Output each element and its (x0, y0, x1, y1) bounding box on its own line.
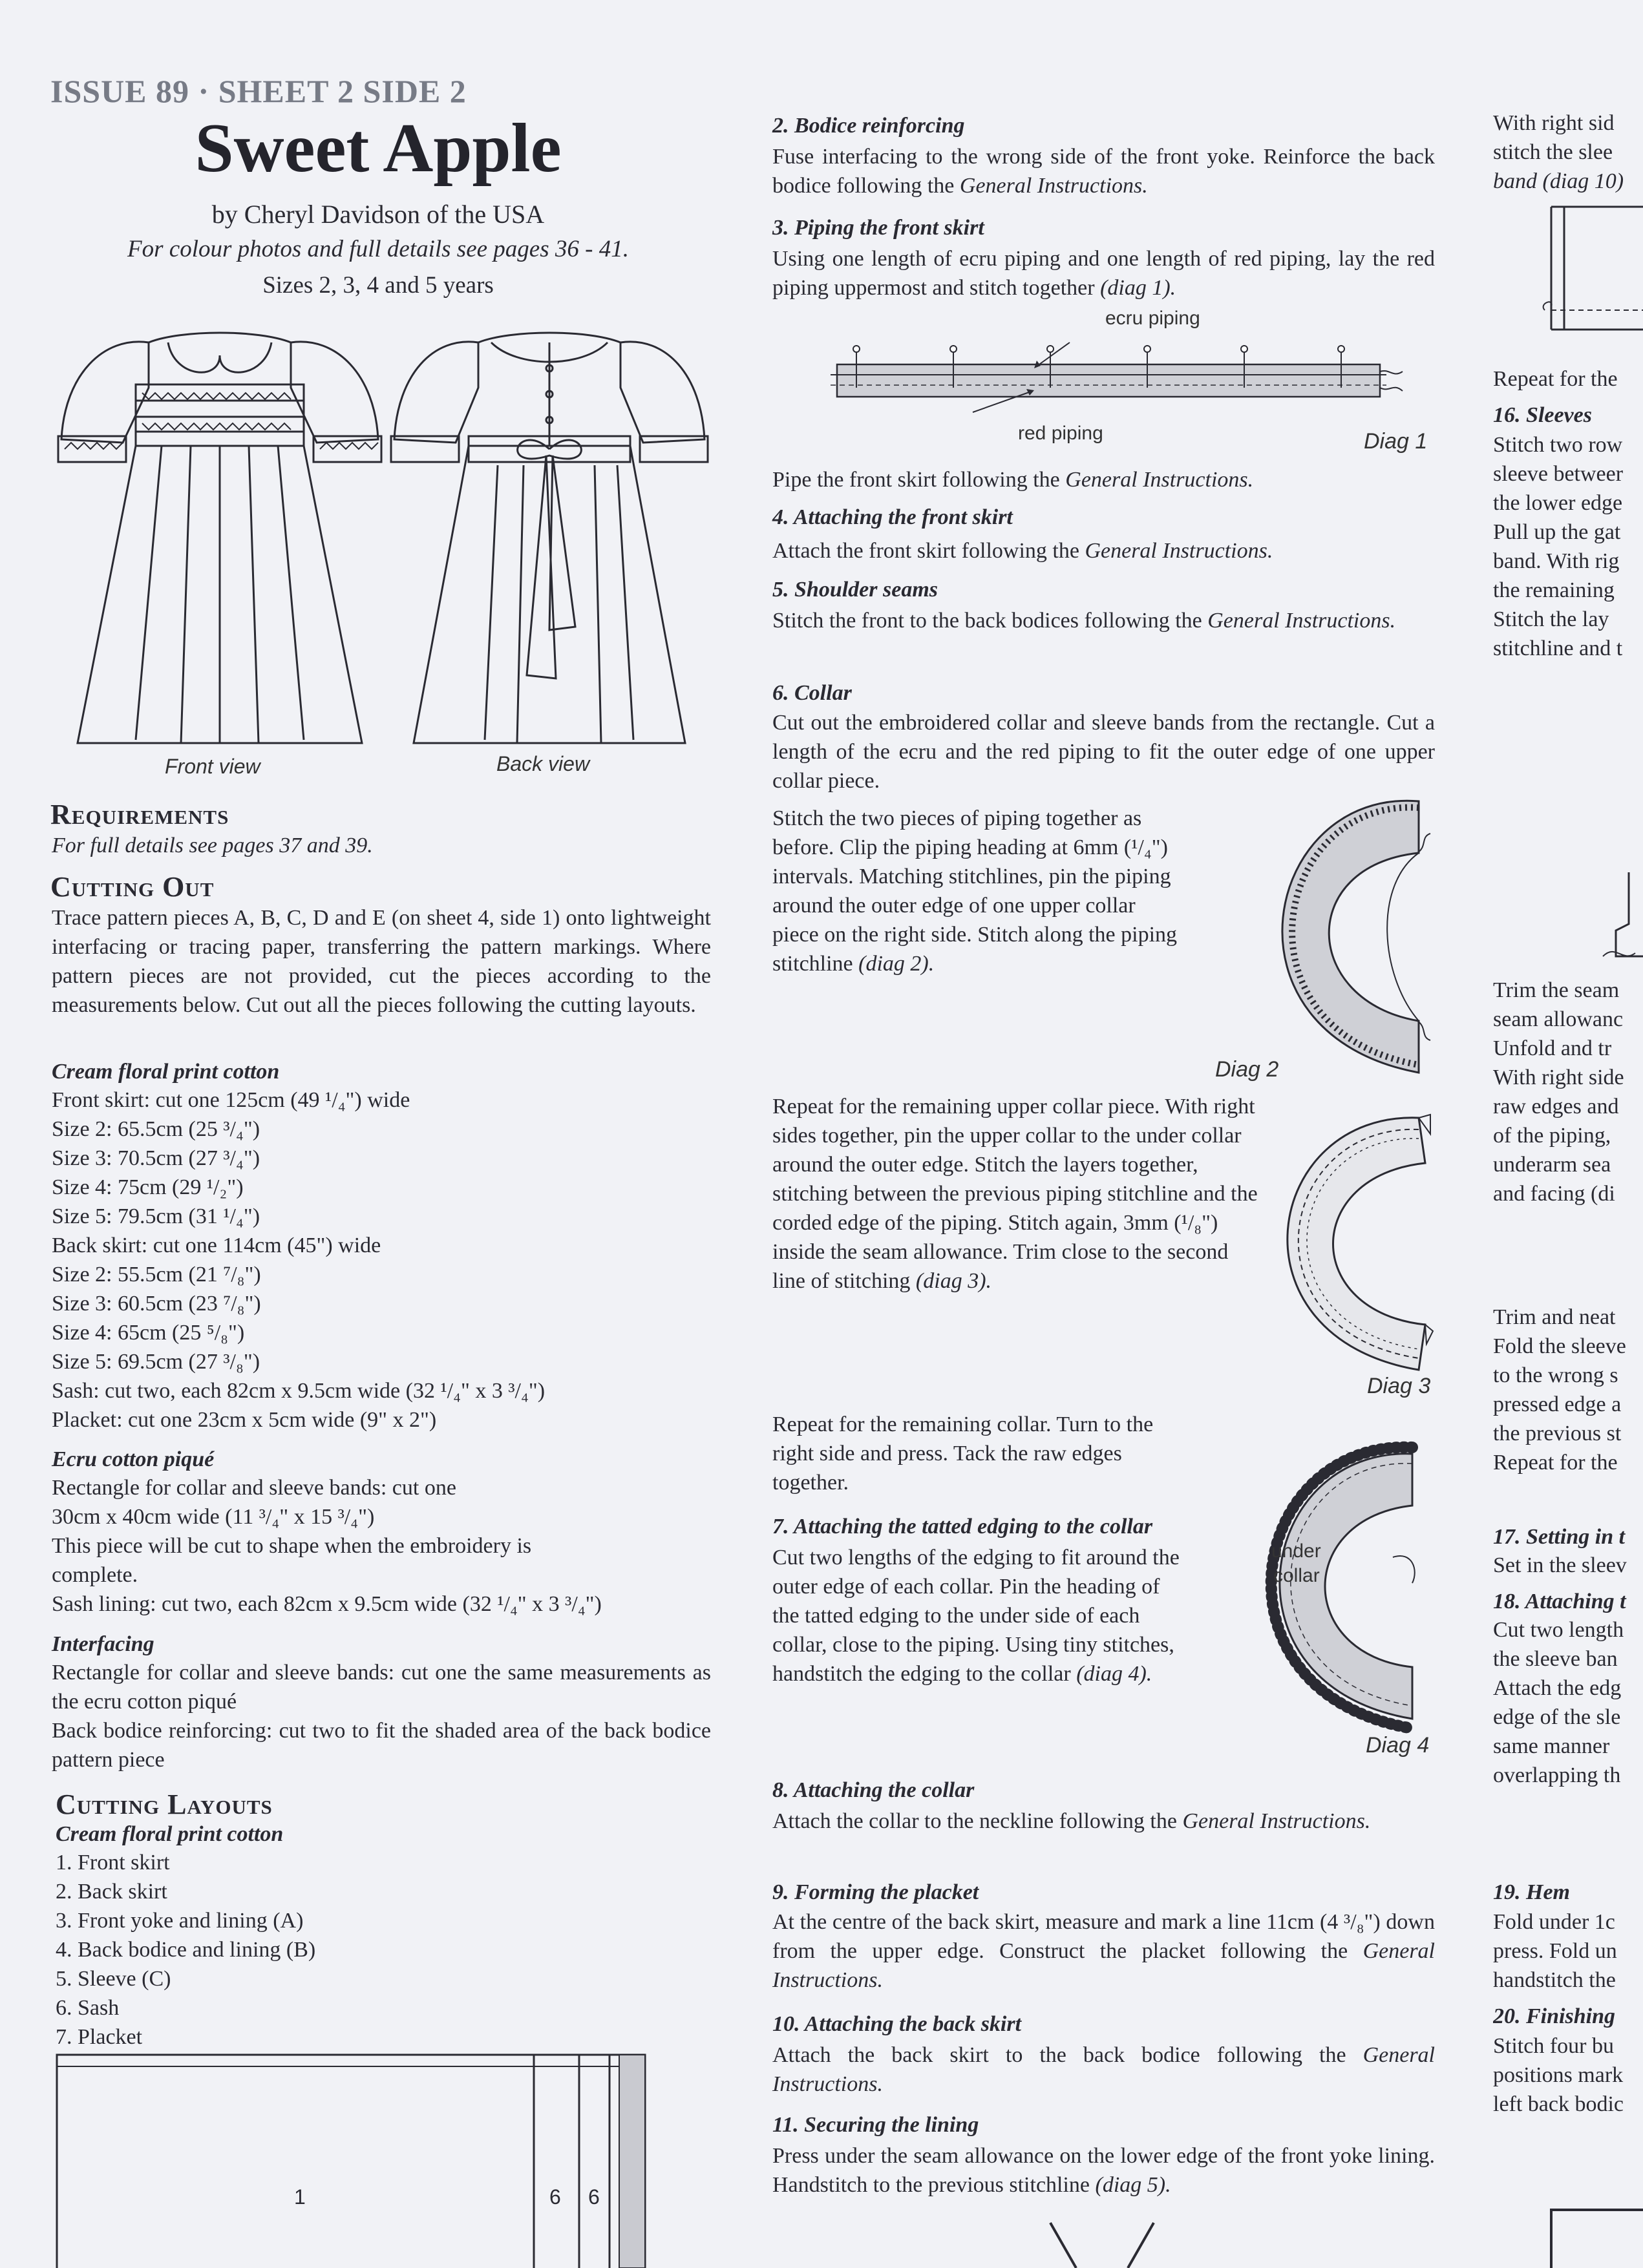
right-column (1493, 0, 1643, 2268)
step-3-text: Using one length of ecru piping and one length of red piping, lay the red piping uppermost and stitch together (diag 1). (772, 247, 1435, 300)
list-item: Size 5: 79.5cm (31 ¹/₄") (52, 1204, 260, 1228)
interfacing-text-2: Back bodice reinforcing: cut two to fit the shaded area of the back bodice pattern piece (52, 1719, 711, 1772)
diag-5-fragment (1037, 2223, 1167, 2268)
diag-1-label: Diag 1 (1364, 429, 1428, 454)
list-item: 6. Sash (56, 1996, 120, 2020)
step-8-text: Attach the collar to the neckline following the General Instructions. (772, 1809, 1371, 1833)
layout-label-6a: 6 (549, 2185, 561, 2209)
cutting-out-heading: Cutting Out (50, 871, 215, 903)
list-item: 4. Back bodice and lining (B) (56, 1938, 316, 1962)
right-lines-g: Stitch four bu positions mark left back bodic (1493, 2034, 1624, 2116)
left-column (0, 0, 756, 2268)
right-repeat-line: Repeat for the (1493, 367, 1618, 391)
list-item: Size 2: 65.5cm (25 ³/₄") (52, 1117, 260, 1141)
list-item: Size 4: 75cm (29 ¹/₂") (52, 1175, 244, 1199)
byline: by Cheryl Davidson of the USA (211, 200, 545, 229)
step-4-text: Attach the front skirt following the General Instructions. (772, 539, 1273, 563)
diag-4-label: Diag 4 (1366, 1733, 1430, 1758)
step-5-heading: 5. Shoulder seams (772, 578, 938, 602)
diag-1-red-label: red piping (1018, 423, 1103, 444)
diag-1-ecru-label: ecru piping (1105, 308, 1200, 329)
step-11-text: Press under the seam allowance on the lower edge of the front yoke lining. Handstitch to the previous stitchline (diag 5). (772, 2144, 1435, 2197)
list-item: Size 5: 69.5cm (27 ³/₈") (52, 1350, 260, 1374)
step-19-heading: 19. Hem (1493, 1880, 1570, 1904)
list-item: Placket: cut one 23cm x 5cm wide (9" x 2") (52, 1408, 437, 1432)
list-item: Size 2: 55.5cm (21 ⁷/₈") (52, 1263, 261, 1286)
list-item: Sash: cut two, each 82cm x 9.5cm wide (32 ¹/₄" x 3 ³/₄") (52, 1379, 546, 1403)
step-17-line: Set in the sleev (1493, 1553, 1627, 1577)
step-10-heading: 10. Attaching the back skirt (772, 2012, 1022, 2036)
step-9-text: At the centre of the back skirt, measure and mark a line 11cm (4 ³/₈") down from the upper edge. Construct the placket following the General Instructions. (772, 1910, 1435, 1992)
right-lines-a: With right sid stitch the slee band (diag 10) (1493, 111, 1624, 193)
cutting-layout-diagram (57, 2055, 645, 2268)
list-item: 1. Front skirt (56, 1851, 170, 1874)
diag-10-fragment (1545, 200, 1643, 342)
step-18-heading: 18. Attaching t (1493, 1590, 1626, 1613)
interfacing-text-1: Rectangle for collar and sleeve bands: cut one the same measurements as the ecru cotton piqué (52, 1661, 711, 1714)
list-item: 30cm x 40cm wide (11 ³/₄" x 15 ³/₄") (52, 1505, 375, 1529)
pique-cutting-list (52, 1473, 602, 1619)
diag-2 (1225, 788, 1438, 1086)
diag-2-label: Diag 2 (1215, 1057, 1279, 1082)
list-item: 2. Back skirt (56, 1880, 167, 1904)
list-item: This piece will be cut to shape when the embroidery is (52, 1534, 532, 1558)
list-item: 3. Front yoke and lining (A) (56, 1909, 304, 1933)
right-lines-e: Cut two length the sleeve ban Attach the edg edge of the sle same manner overlapping th (1493, 1618, 1624, 1787)
list-item: 7. Placket (56, 2025, 143, 2049)
right-lines-c: Trim the seam seam allowanc Unfold and tr With right side raw edges and of the piping, underarm sea and facing (di (1493, 978, 1624, 1206)
list-item: Size 3: 70.5cm (27 ³/₄") (52, 1146, 260, 1170)
step-7-text: Cut two lengths of the edging to fit around the outer edge of each collar. Pin the heading of the tatted edging to the under side of each collar, close to the piping. Using tiny stitches, handstitch the edging to the collar (diag 4). (772, 1546, 1180, 1686)
list-item: Rectangle for collar and sleeve bands: cut one (52, 1476, 456, 1500)
layout-label-6b: 6 (588, 2185, 600, 2209)
step-6-text-3: Repeat for the remaining upper collar piece. With right sides together, pin the upper collar to the under collar around the outer edge. Stitch the layers together, stitching between the previous piping stitchline and the corded edge of the piping. Stitch again, 3mm (¹/₈") inside the seam allowance. Trim close to the second line of stitching (diag 3). (772, 1095, 1258, 1293)
step-3-heading: 3. Piping the front skirt (772, 216, 984, 240)
list-item: Size 4: 65cm (25 ⁵/₈") (52, 1321, 245, 1345)
list-item: Size 3: 60.5cm (23 ⁷/₈") (52, 1292, 261, 1316)
right-lines-d: Trim and neat Fold the sleeve to the wrong s pressed edge a the previous st Repeat for the (1493, 1305, 1626, 1475)
back-view-label: Back view (496, 752, 590, 775)
cutting-out-intro: Trace pattern pieces A, B, C, D and E (on sheet 4, side 1) onto lightweight interfacing or tracing paper, transferring the pattern markings. Where pattern pieces are not provided, cut the pieces according to the measurements below. Cut out all the pieces following the cutting layouts. (52, 906, 711, 1017)
pique-heading: Ecru cotton piqué (52, 1447, 215, 1471)
front-view-illustration (52, 317, 388, 750)
requirements-note: For full details see pages 37 and 39. (52, 834, 373, 857)
front-view-label: Front view (165, 755, 260, 778)
diag-3-label: Diag 3 (1367, 1374, 1431, 1398)
issue-label: ISSUE 89 · SHEET 2 SIDE 2 (50, 73, 467, 109)
step-2-text: Fuse interfacing to the wrong side of the front yoke. Reinforce the back bodice following the General Instructions. (772, 145, 1435, 198)
list-item: Front skirt: cut one 125cm (49 ¹/₄") wide (52, 1088, 410, 1112)
step-10-text: Attach the back skirt to the back bodice following the General Instructions. (772, 2043, 1436, 2096)
step-11-heading: 11. Securing the lining (772, 2113, 979, 2137)
step-9-heading: 9. Forming the placket (772, 1880, 979, 1904)
step-6-text-4: Repeat for the remaining collar. Turn to the right side and press. Tack the raw edges together. (772, 1412, 1154, 1495)
photos-note: For colour photos and full details see pages 36 - 41. (127, 236, 629, 262)
step-17-heading: 17. Setting in t (1493, 1525, 1626, 1549)
layout-label-1: 1 (294, 2185, 306, 2209)
list-item: Sash lining: cut two, each 82cm x 9.5cm wide (32 ¹/₄" x 3 ³/₄") (52, 1592, 602, 1616)
interfacing-heading: Interfacing (52, 1632, 154, 1656)
step-8-heading: 8. Attaching the collar (772, 1778, 975, 1802)
step-20-heading: 20. Finishing (1493, 2004, 1615, 2028)
floral-cutting-list (52, 1086, 545, 1434)
box-fragment (1551, 2210, 1643, 2268)
cutting-layouts-heading: Cutting Layouts (56, 1789, 273, 1820)
diag-4-collar-label: collar (1273, 1565, 1320, 1586)
diag-1 (811, 336, 1406, 426)
step-3-after: Pipe the front skirt following the General Instructions. (772, 468, 1254, 492)
back-view-illustration (388, 317, 711, 750)
cutting-layouts-subheading: Cream floral print cotton (56, 1822, 284, 1846)
floral-heading: Cream floral print cotton (52, 1060, 280, 1084)
right-lines-b: Stitch two row sleeve betweer the lower edge Pull up the gat band. With rig the remaining Stitch the lay stitchline and t (1493, 433, 1624, 660)
page-title: Sweet Apple (195, 110, 562, 187)
middle-column (772, 0, 1438, 2268)
step-7-heading: 7. Attaching the tatted edging to the collar (772, 1515, 1153, 1538)
step-6-text-2: Stitch the two pieces of piping together as before. Clip the piping heading at 6mm (¹/₄") intervals. Matching stitchlines, pin the piping around the outer edge of one upper collar piece on the right side. Stitch along the piping stitchline (diag 2). (772, 806, 1178, 976)
sleeve-diagram-fragment (1603, 859, 1643, 969)
list-item: complete. (52, 1563, 138, 1587)
right-lines-f: Fold under 1c press. Fold un handstitch the (1493, 1910, 1617, 1992)
requirements-heading: Requirements (50, 799, 229, 830)
step-6-text-1: Cut out the embroidered collar and sleeve bands from the rectangle. Cut a length of the ecru and the red piping to fit the outer edge of one upper collar piece. (772, 711, 1435, 793)
list-item: Back skirt: cut one 114cm (45") wide (52, 1234, 381, 1257)
list-item: 5. Sleeve (C) (56, 1967, 171, 1991)
step-5-text: Stitch the front to the back bodices following the General Instructions. (772, 609, 1396, 633)
diag-4 (1218, 1434, 1438, 1745)
diag-4-under-label: under (1271, 1540, 1321, 1562)
cutting-layouts-list (56, 1848, 315, 2052)
diag-3 (1231, 1105, 1438, 1383)
step-16-heading: 16. Sleeves (1493, 403, 1592, 427)
step-2-heading: 2. Bodice reinforcing (772, 114, 965, 138)
step-6-heading: 6. Collar (772, 681, 852, 705)
step-4-heading: 4. Attaching the front skirt (772, 505, 1013, 529)
sizes-line: Sizes 2, 3, 4 and 5 years (262, 272, 494, 299)
